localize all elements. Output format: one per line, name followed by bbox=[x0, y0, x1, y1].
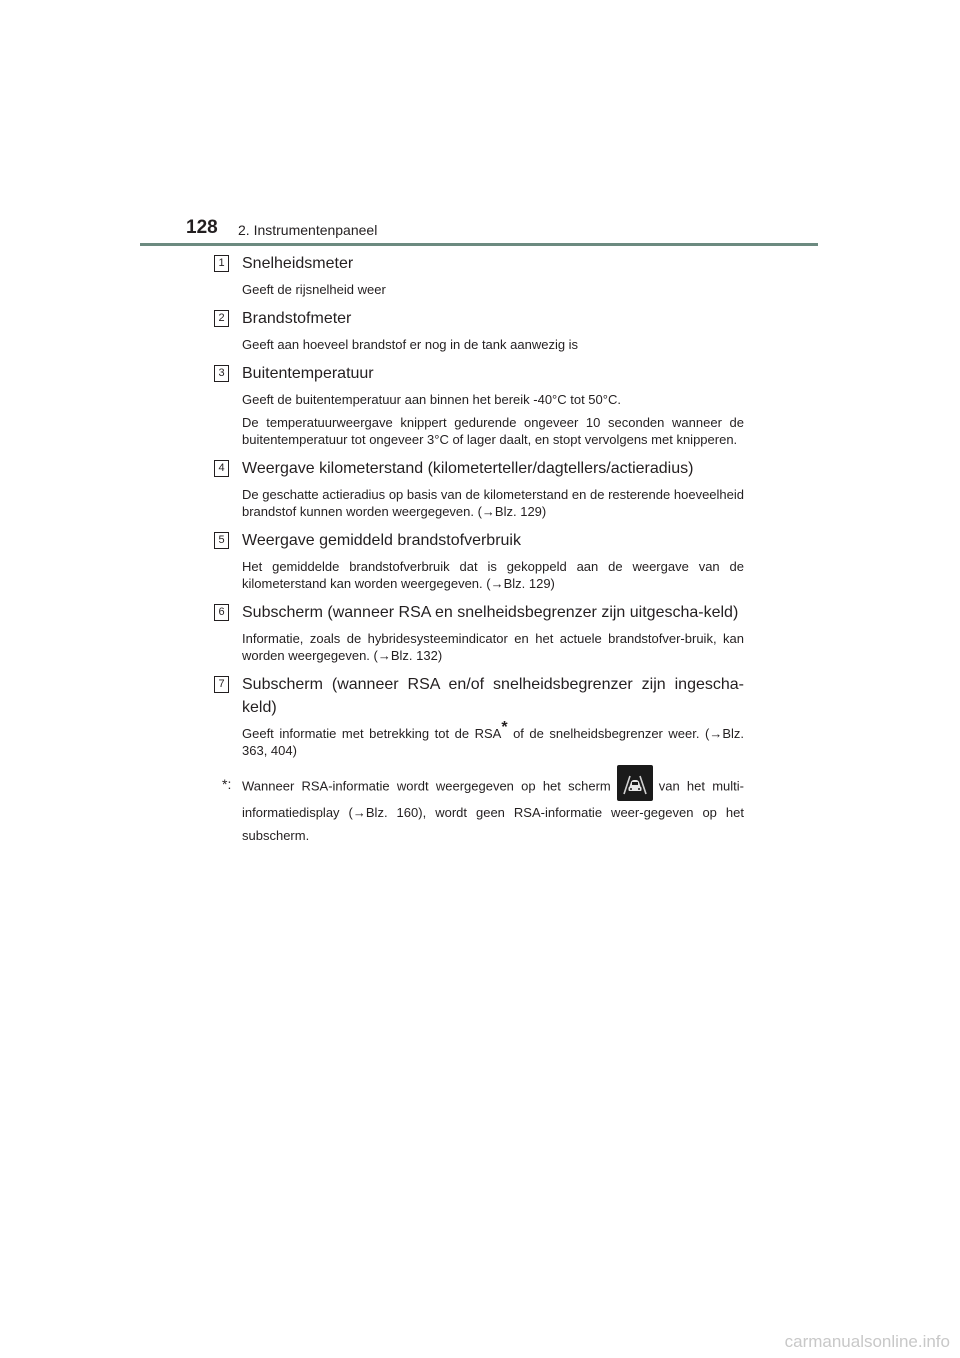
footnote-text: van het multi-informatiedisplay (→Blz. 160), wordt geen RSA-informatie weer-gegeven op het subscherm. bbox=[242, 778, 744, 843]
item-description-part: of de snelheidsbegrenzer weer. (→Blz. 363, 404) bbox=[242, 726, 744, 758]
item-number-badge: 3 bbox=[214, 365, 229, 382]
page-header bbox=[186, 216, 826, 246]
car-icon-graphic bbox=[620, 768, 650, 798]
item-number-badge: 4 bbox=[214, 460, 229, 477]
item-number-badge: 6 bbox=[214, 604, 229, 621]
item-description: Geeft aan hoeveel brandstof er nog in de tank aanwezig is bbox=[242, 337, 579, 352]
item-description bbox=[242, 719, 744, 759]
item-number-badge: 5 bbox=[214, 532, 229, 549]
item-description: De temperatuurweergave knippert gedurende ongeveer 10 seconden wanneer de buitentemperatuur tot ongeveer 3°C of lager daalt, en stopt vervolgens met knipperen. bbox=[242, 415, 744, 447]
footnote-mark: *: bbox=[222, 776, 232, 792]
list-item bbox=[214, 529, 744, 592]
item-description: Geeft de buitentemperatuur aan binnen het bereik -40°C tot 50°C. bbox=[242, 392, 621, 407]
item-description: Geeft de rijsnelheid weer bbox=[242, 282, 386, 297]
item-description: Het gemiddelde brandstofverbruik dat is gekoppeld aan de weergave van de kilometerstand kan worden weergegeven. (→Blz. 129) bbox=[242, 559, 744, 591]
item-number-badge: 7 bbox=[214, 676, 229, 693]
footnote bbox=[214, 773, 744, 847]
item-title: Subscherm (wanneer RSA en/of snelheidsbegrenzer zijn ingescha-keld) bbox=[242, 676, 744, 716]
section-title: 2. Instrumentenpaneel bbox=[238, 222, 378, 238]
item-number-badge: 1 bbox=[214, 255, 229, 272]
car-in-lane-screen-icon bbox=[617, 765, 653, 801]
item-title: Snelheidsmeter bbox=[242, 255, 354, 272]
footnote-text: Wanneer RSA-informatie wordt weergegeven op het scherm bbox=[242, 778, 611, 794]
list-item bbox=[214, 252, 744, 298]
list-item bbox=[214, 601, 744, 664]
list-item bbox=[214, 307, 744, 353]
item-title: Brandstofmeter bbox=[242, 310, 352, 327]
item-description: Informatie, zoals de hybridesysteemindicator en het actuele brandstofver-bruik, kan worden weergegeven. (→Blz. 132) bbox=[242, 631, 744, 663]
item-list bbox=[214, 252, 744, 847]
list-item bbox=[214, 673, 744, 759]
footnote-star: * bbox=[501, 719, 508, 736]
item-number-badge: 2 bbox=[214, 310, 229, 327]
list-item bbox=[214, 457, 744, 520]
item-title: Buitentemperatuur bbox=[242, 365, 374, 382]
list-item bbox=[214, 362, 744, 448]
item-title: Weergave gemiddeld brandstofverbruik bbox=[242, 532, 521, 549]
header-rule bbox=[140, 243, 818, 246]
item-description: De geschatte actieradius op basis van de kilometerstand en de resterende hoeveelheid brandstof kunnen worden weergegeven. (→Blz. 129) bbox=[242, 487, 744, 519]
watermark: carmanualsonline.info bbox=[784, 1332, 950, 1351]
item-title: Weergave kilometerstand (kilometerteller/dagtellers/actieradius) bbox=[242, 460, 694, 477]
item-description-part: Geeft informatie met betrekking tot de RSA bbox=[242, 726, 502, 741]
page-number: 128 bbox=[186, 217, 218, 238]
item-title: Subscherm (wanneer RSA en snelheidsbegrenzer zijn uitgescha-keld) bbox=[242, 604, 739, 621]
